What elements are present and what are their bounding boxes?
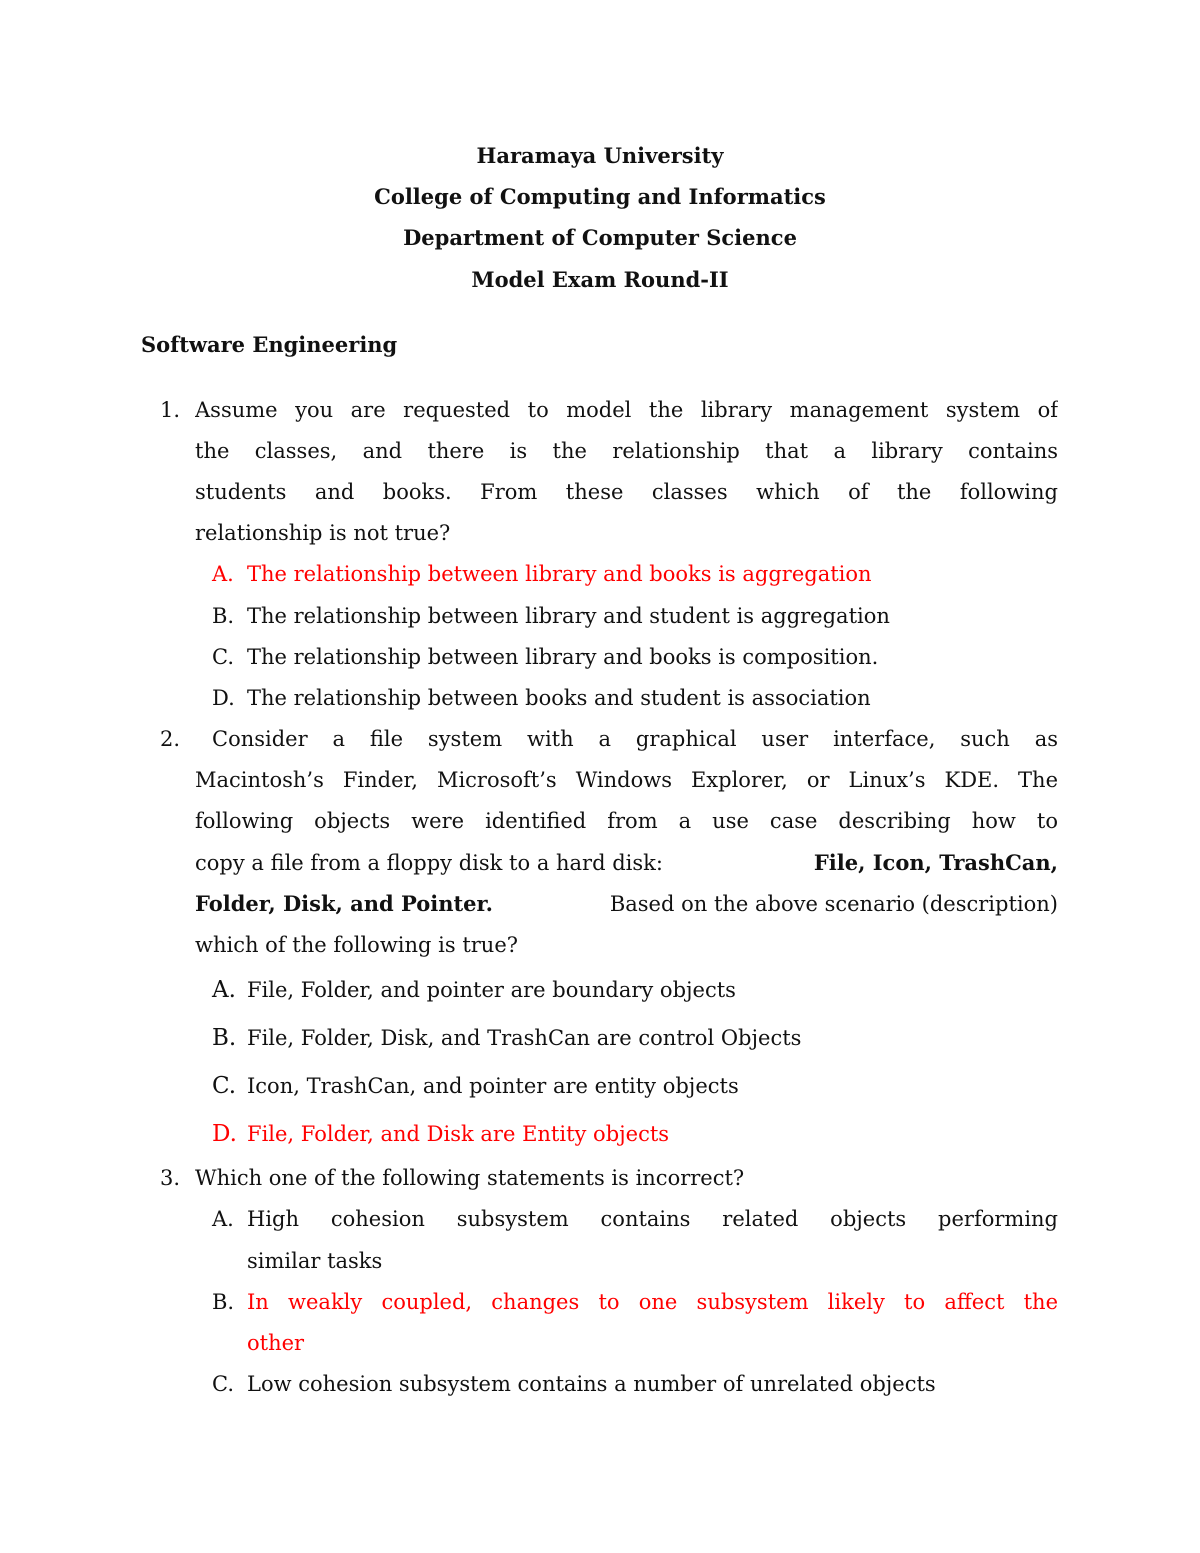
option-text: High cohesion subsystem contains related objects performing: [247, 1207, 1058, 1231]
question-number: 1.: [160, 398, 181, 422]
option-letter: A.: [212, 977, 236, 1003]
option-text: The relationship between books and student is association: [247, 686, 871, 710]
question-stem-line: relationship is not true?: [195, 521, 451, 545]
department-name: Department of Computer Science: [403, 225, 797, 250]
option-letter: B.: [212, 1290, 235, 1314]
option-text: File, Folder, and Disk are Entity objects: [247, 1122, 670, 1146]
question-stem-line: Assume you are requested to model the library management system of: [195, 398, 1058, 422]
option-letter: D.: [212, 686, 235, 710]
question-stem-line: which of the following is true?: [195, 933, 519, 957]
option-letter: C.: [212, 645, 234, 669]
option-text: In weakly coupled, changes to one subsystem likely to affect the: [247, 1290, 1058, 1314]
question-stem-line: the classes, and there is the relationship that a library contains: [195, 439, 1058, 463]
college-name: College of Computing and Informatics: [374, 184, 826, 209]
stem-text: Based on the above scenario (description): [609, 892, 1058, 916]
question-stem-line: Macintosh’s Finder, Microsoft’s Windows Explorer, or Linux’s KDE. The: [195, 768, 1058, 792]
question-stem-line: following objects were identified from a use case describing how to: [195, 809, 1058, 833]
option-text: other: [247, 1331, 305, 1355]
option-letter: B.: [212, 1025, 237, 1051]
option-text: File, Folder, Disk, and TrashCan are control Objects: [247, 1026, 802, 1050]
question-stem-line: [195, 848, 1058, 878]
question-number: 2.: [160, 727, 181, 751]
option-letter: C.: [212, 1073, 237, 1099]
option-letter: D.: [212, 1121, 237, 1147]
option-text: Icon, TrashCan, and pointer are entity objects: [247, 1074, 739, 1098]
option-text: similar tasks: [247, 1249, 383, 1273]
stem-bold-objects: File, Icon, TrashCan,: [813, 850, 1058, 875]
option-text: The relationship between library and student is aggregation: [247, 604, 890, 628]
option-letter: C.: [212, 1372, 234, 1396]
exam-title: Model Exam Round-II: [471, 267, 729, 292]
option-text: Low cohesion subsystem contains a number of unrelated objects: [247, 1372, 936, 1396]
university-name: Haramaya University: [476, 143, 724, 168]
question-number: 3.: [160, 1166, 181, 1190]
question-stem-line: Which one of the following statements is incorrect?: [195, 1166, 745, 1190]
question-stem-line: students and books. From these classes which of the following: [195, 480, 1058, 504]
option-text: The relationship between library and books is composition.: [247, 645, 879, 669]
question-stem-line: [195, 889, 1058, 919]
option-text: The relationship between library and books is aggregation: [247, 562, 872, 586]
question-stem-line: Consider a file system with a graphical user interface, such as: [212, 727, 1058, 751]
section-title: Software Engineering: [141, 332, 398, 357]
option-letter: B.: [212, 604, 235, 628]
option-letter: A.: [212, 562, 234, 586]
option-text: File, Folder, and pointer are boundary objects: [247, 978, 736, 1002]
option-letter: A.: [212, 1207, 234, 1231]
stem-bold-objects: Folder, Disk, and Pointer.: [195, 891, 493, 916]
stem-text: copy a file from a floppy disk to a hard disk:: [195, 851, 663, 875]
